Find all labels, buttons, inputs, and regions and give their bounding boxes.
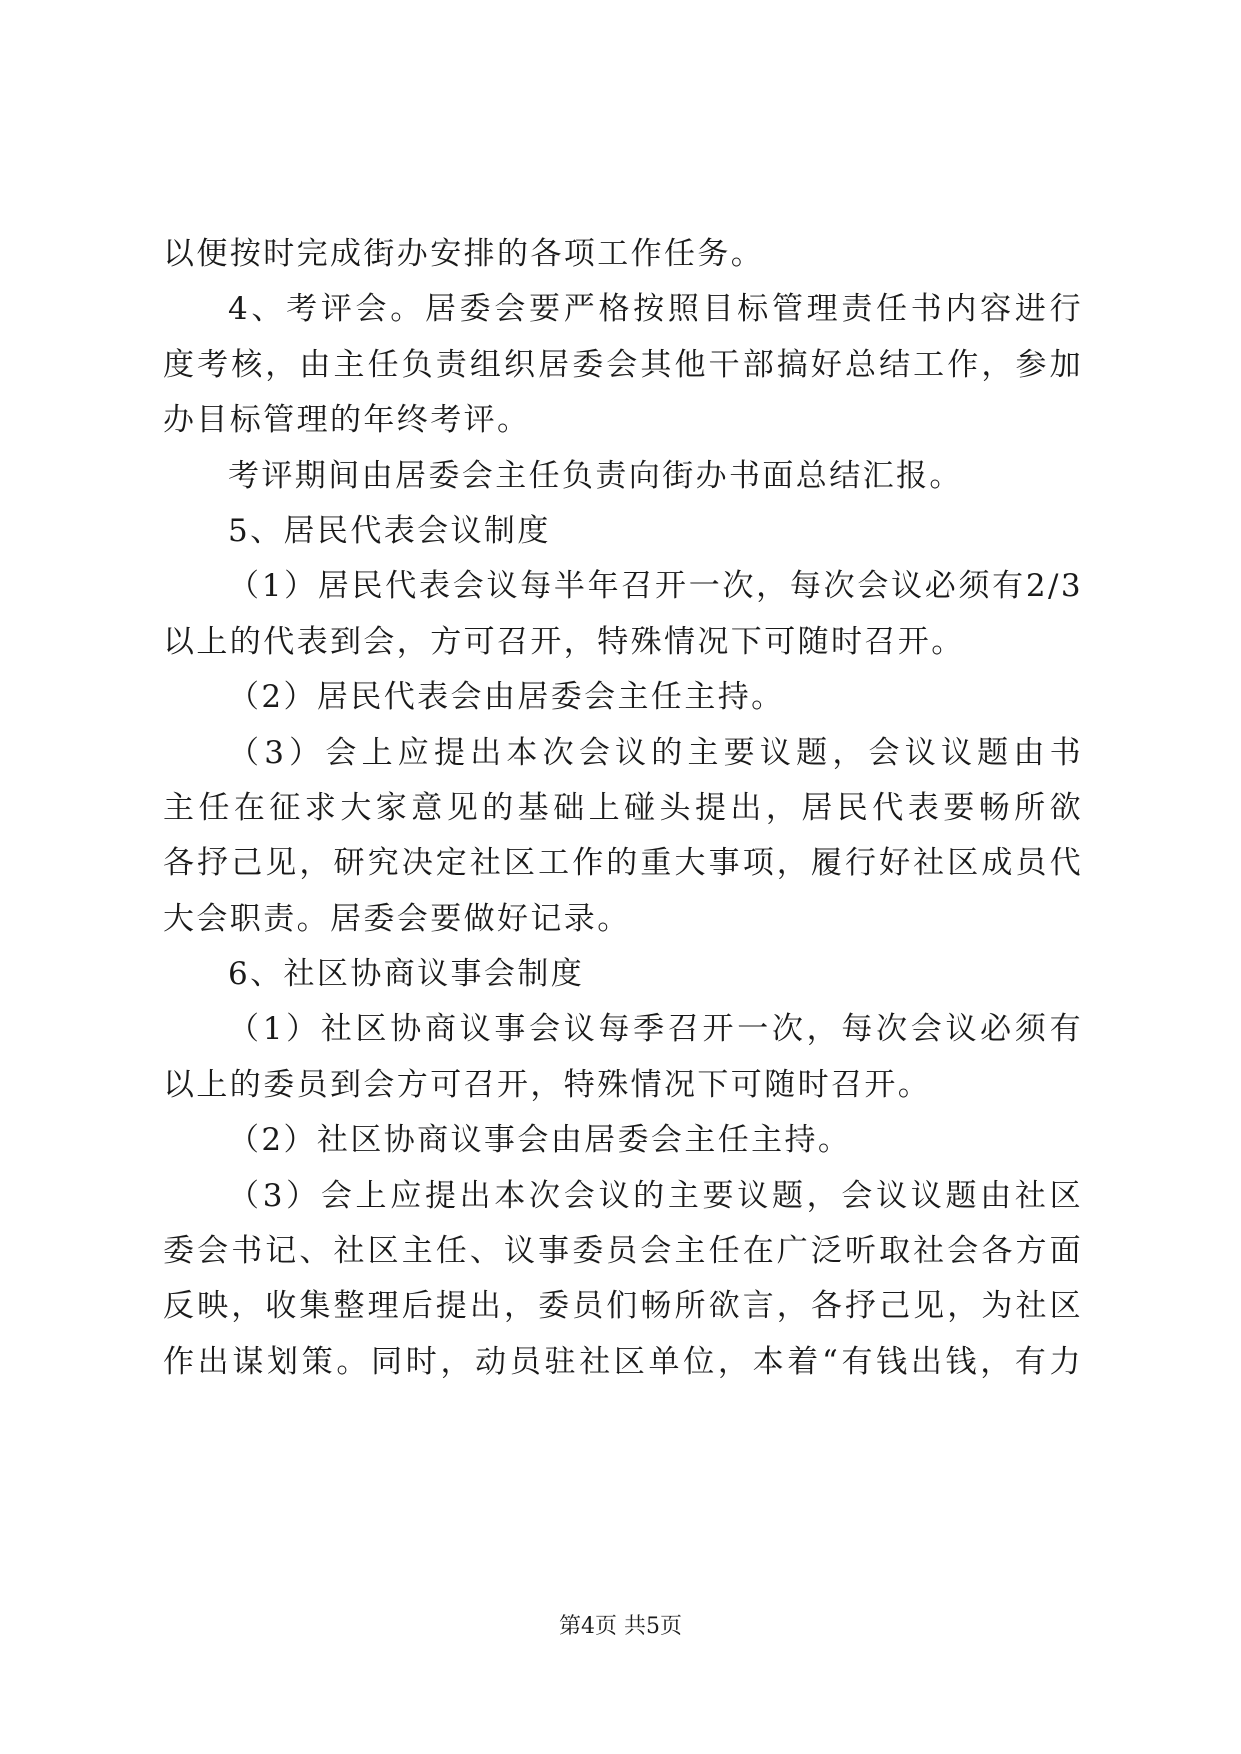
paragraph-line: 以便按时完成街办安排的各项工作任务。: [163, 236, 765, 272]
paragraph-line: 4、考评会。居委会要严格按照目标管理责任书内容进行: [228, 291, 1083, 328]
paragraph-line: 作出谋划策。同时，动员驻社区单位，本着“有钱出钱，有力: [163, 1343, 1083, 1380]
paragraph-line: （3）会上应提出本次会议的主要议题，会议议题由社区: [228, 1177, 1083, 1214]
paragraph-line: 大会职责。居委会要做好记录。: [163, 900, 631, 937]
paragraph-line: （2）居民代表会由居委会主任主持。: [228, 679, 785, 716]
paragraph-line: 度考核，由主任负责组织居委会其他干部搞好总结工作，参加: [163, 346, 1083, 383]
paragraph-line: 以上的委员到会方可召开，特殊情况下可随时召开。: [163, 1066, 932, 1103]
section-heading: 5、居民代表会议制度: [228, 512, 551, 549]
paragraph-line: 委会书记、社区主任、议事委员会主任在广泛听取社会各方面: [163, 1233, 1083, 1270]
footer-suffix: 页: [660, 1614, 683, 1639]
paragraph-line: 主任在征求大家意见的基础上碰头提出，居民代表要畅所欲: [163, 789, 1083, 826]
paragraph-line: 以上的代表到会，方可召开，特殊情况下可随时召开。: [163, 623, 965, 660]
section-heading: 6、社区协商议事会制度: [228, 956, 585, 993]
paragraph-line: （1）社区协商议事会议每季召开一次，每次会议必须有: [228, 1011, 1083, 1048]
footer-total-pages: 5: [646, 1614, 660, 1639]
footer-prefix: 第: [558, 1614, 581, 1639]
paragraph-line: （1）居民代表会议每半年召开一次，每次会议必须有2/3: [228, 568, 1083, 605]
page-footer: [0, 1612, 1241, 1642]
paragraph-line: 各抒己见，研究决定社区工作的重大事项，履行好社区成员代: [163, 845, 1083, 882]
paragraph-line: （2）社区协商议事会由居委会主任主持。: [228, 1122, 852, 1159]
footer-page-number: 4: [581, 1614, 595, 1639]
paragraph-line: （3）会上应提出本次会议的主要议题，会议议题由书: [228, 734, 1083, 771]
body-text: [163, 227, 1083, 1390]
paragraph-line: 反映，收集整理后提出，委员们畅所欲言，各抒己见，为社区: [163, 1288, 1083, 1325]
paragraph-line: 办目标管理的年终考评。: [163, 402, 531, 439]
paragraph-line: 考评期间由居委会主任负责向街办书面总结汇报。: [228, 457, 963, 494]
footer-middle: 页 共: [595, 1614, 646, 1639]
